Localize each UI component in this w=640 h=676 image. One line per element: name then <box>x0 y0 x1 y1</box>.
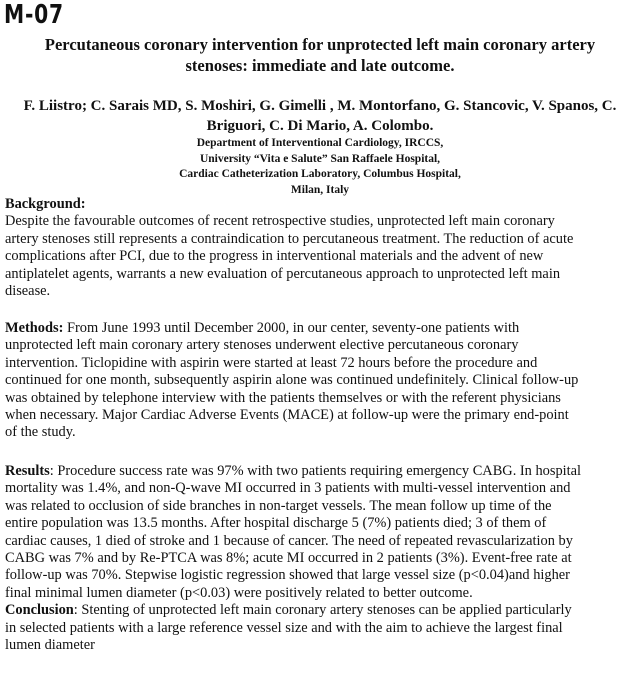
results-heading: Results <box>5 463 50 479</box>
results-line: final minimal lumen diameter (p<0.03) were positively related to better outcome. <box>5 584 473 601</box>
methods-line: when necessary. Major Cardiac Adverse Events (MACE) at follow-up were the primary end-point <box>5 407 569 424</box>
background-line: artery stenoses still represents a contraindication to percutaneous treatment. The reduction of acute <box>5 230 574 247</box>
results-line: mortality was 1.4%, and non-Q-wave MI occurred in 3 patients with multi-vessel intervention and <box>5 480 571 497</box>
methods-line: intervention. Ticlopidine with aspirin were started at least 72 hours before the procedure and <box>5 354 538 371</box>
abstract-code: M-07 <box>4 0 64 30</box>
conclusion-first-line: : Stenting of unprotected left main coronary artery stenoses can be applied particularly <box>73 602 572 619</box>
affiliation-block <box>0 136 640 198</box>
methods-first-line: From June 1993 until December 2000, in our center, seventy-one patients with <box>63 320 520 336</box>
background-line: Despite the favourable outcomes of recent retrospective studies, unprotected left main coronary <box>5 213 555 230</box>
affiliation-line: Milan, Italy <box>290 183 350 196</box>
results-line: entire population was 13.5 months. After hospital discharge 5 (7%) patients died; 3 of them of <box>5 515 547 532</box>
results-line: cardiac causes, 1 died of stroke and 1 because of cancer. The need of repeated revascularization by <box>5 532 573 549</box>
author-line: F. Liistro; C. Sarais MD, S. Moshiri, G. Gimelli , M. Montorfano, G. Stancovic, V. Spanos, C. <box>23 98 617 114</box>
background-line: complications after PCI, due to the progress in interventional materials and the advent of new <box>5 248 544 265</box>
author-line: Briguori, C. Di Mario, A. Colombo. <box>206 118 434 134</box>
affiliation-line: Department of Interventional Cardiology, IRCCS, <box>196 137 444 149</box>
conclusion-line: in selected patients with a large reference vessel size and with the aim to achieve the largest final <box>5 619 563 636</box>
results-section <box>5 463 635 654</box>
background-line: disease. <box>5 283 51 300</box>
author-list <box>0 96 640 136</box>
results-first-line: : Procedure success rate was 97% with two patients requiring emergency CABG. In hospital <box>49 463 582 479</box>
background-line: antiplatelet agents, warrants a new evaluation of percutaneous approach to unprotected left main <box>5 265 561 282</box>
methods-heading: Methods: <box>5 320 64 336</box>
background-heading: Background: <box>5 196 86 212</box>
affiliation-line: Cardiac Catheterization Laboratory, Columbus Hospital, <box>179 168 461 180</box>
results-line: was related to occlusion of side branches in non-target vessels. The mean follow up time of the <box>5 497 552 514</box>
background-section <box>5 196 635 300</box>
title-line: Percutaneous coronary intervention for unprotected left main coronary artery <box>44 35 596 54</box>
methods-line: unprotected left main coronary artery stenoses underwent elective percutaneous coronary <box>5 337 519 354</box>
methods-line: of the study. <box>5 424 76 441</box>
results-line: follow-up was 70%. Stepwise logistic regression showed that large vessel size (p<0.04)and higher <box>5 567 570 584</box>
abstract-title <box>0 34 640 76</box>
conclusion-line: lumen diameter <box>5 637 95 654</box>
methods-section <box>5 320 635 442</box>
title-line: stenoses: immediate and late outcome. <box>185 56 455 75</box>
methods-line: continued for one month, subsequently aspirin alone was continued undefinitely. Clinical follow-up <box>5 372 579 389</box>
affiliation-line: University “Vita e Salute” San Raffaele Hospital, <box>199 152 441 165</box>
results-line: CABG was 7% and by Re-PTCA was 8%; acute MI occurred in 2 patients (3%). Event-free rate at <box>5 550 572 567</box>
conclusion-heading: Conclusion <box>5 602 74 619</box>
methods-line: was obtained by telephone interview with the patients themselves or with the referent physicians <box>5 389 561 406</box>
